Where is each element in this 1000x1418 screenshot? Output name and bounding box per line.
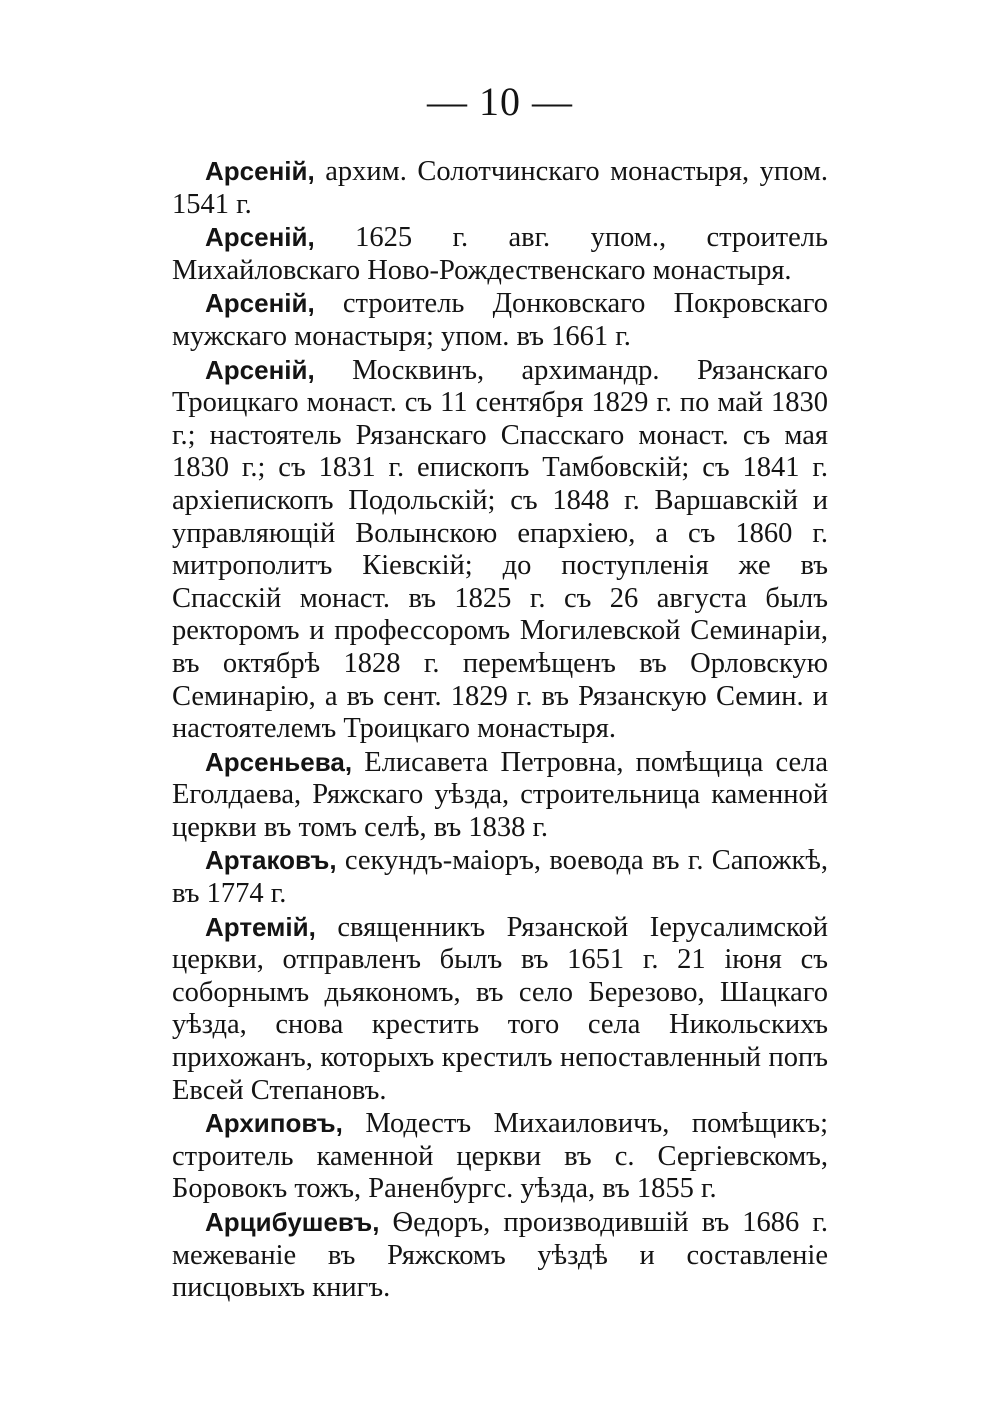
entry-name: Арсеньева, — [205, 746, 353, 777]
entry-name: Артаковъ, — [205, 845, 337, 876]
entry-text: священникъ Рязанской Іерусалимской церкви, отправленъ былъ въ 1651 г. 21 іюня съ соборнымъ дьякономъ, въ село Березово, Шацкаго уѣзда, снова крестить того села Никольскихъ прихожанъ, которыхъ крестилъ непоставленный попъ Евсей Степановъ. — [172, 911, 828, 1106]
page-number: — 10 — — [427, 79, 573, 124]
entry-arseniy-4 — [172, 354, 828, 746]
entry-text: Москвинъ, архимандр. Рязанскаго Троицкаго монаст. съ 11 сентября 1829 г. по май 1830 г.; настоятель Рязанскаго Спасскаго монаст. съ мая 1830 г.; съ 1831 г. епископъ Тамбовскій; съ 1841 г. архіепископъ Подольскій; съ 1848 г. Варшавскій и управляющій Волынскою епархіею, а съ 1860 г. митрополитъ Кіевскій; до поступленія же въ Спасскій монаст. въ 1825 г. съ 26 августа былъ ректоромъ и профессоромъ Могилевской Семинаріи, въ октябрѣ 1828 г. перемѣщенъ въ Орловскую Семинарію, а въ сент. 1829 г. въ Рязанскую Семин. и настоятелемъ Троицкаго монастыря. — [172, 354, 828, 745]
entry-name: Арсеній, — [205, 288, 315, 319]
entry-arseniy-2 — [172, 221, 828, 287]
entry-text: архим. Солотчинскаго монастыря, упом. 1541 г. — [172, 156, 828, 220]
entry-text: Ѳедоръ, производившій въ 1686 г. межеваніе въ Ряжскомъ уѣздѣ и составленіе писцовыхъ книгъ. — [172, 1207, 828, 1304]
entry-arkhipov — [172, 1107, 828, 1206]
dictionary-entries — [172, 155, 828, 1305]
entry-name: Архиповъ, — [205, 1108, 343, 1139]
entry-text: Модестъ Михаиловичъ, помѣщикъ; строитель каменной церкви въ с. Сергіевскомъ, Боровокъ тожъ, Раненбургс. уѣзда, въ 1855 г. — [172, 1108, 828, 1205]
entry-text: секундъ-маіоръ, воевода въ г. Сапожкѣ, въ 1774 г. — [172, 845, 828, 910]
entry-arseniy-3 — [172, 287, 828, 353]
entry-artakov — [172, 844, 828, 910]
entry-text: 1625 г. авг. упом., строитель Михайловскаго Ново-Рождественскаго монастыря. — [172, 222, 828, 286]
entry-name: Арцибушевъ, — [205, 1207, 380, 1237]
entry-arseniy-1 — [172, 155, 828, 221]
entry-name: Арсеній, — [205, 222, 315, 253]
entry-name: Арсеній, — [205, 354, 315, 385]
entry-artsibushev — [172, 1206, 828, 1305]
entry-name: Арсеній, — [205, 156, 315, 186]
entry-arsenieva — [172, 746, 828, 845]
entry-name: Артемій, — [205, 911, 316, 942]
entry-text: строитель Донковскаго Покровскаго мужскаго монастыря; упом. въ 1661 г. — [172, 288, 828, 352]
entry-artemiy — [172, 911, 828, 1108]
entry-text: Елисавета Петровна, помѣщица села Еголдаева, Ряжскаго уѣзда, строительница каменной церкви въ томъ селѣ, въ 1838 г. — [172, 746, 828, 843]
